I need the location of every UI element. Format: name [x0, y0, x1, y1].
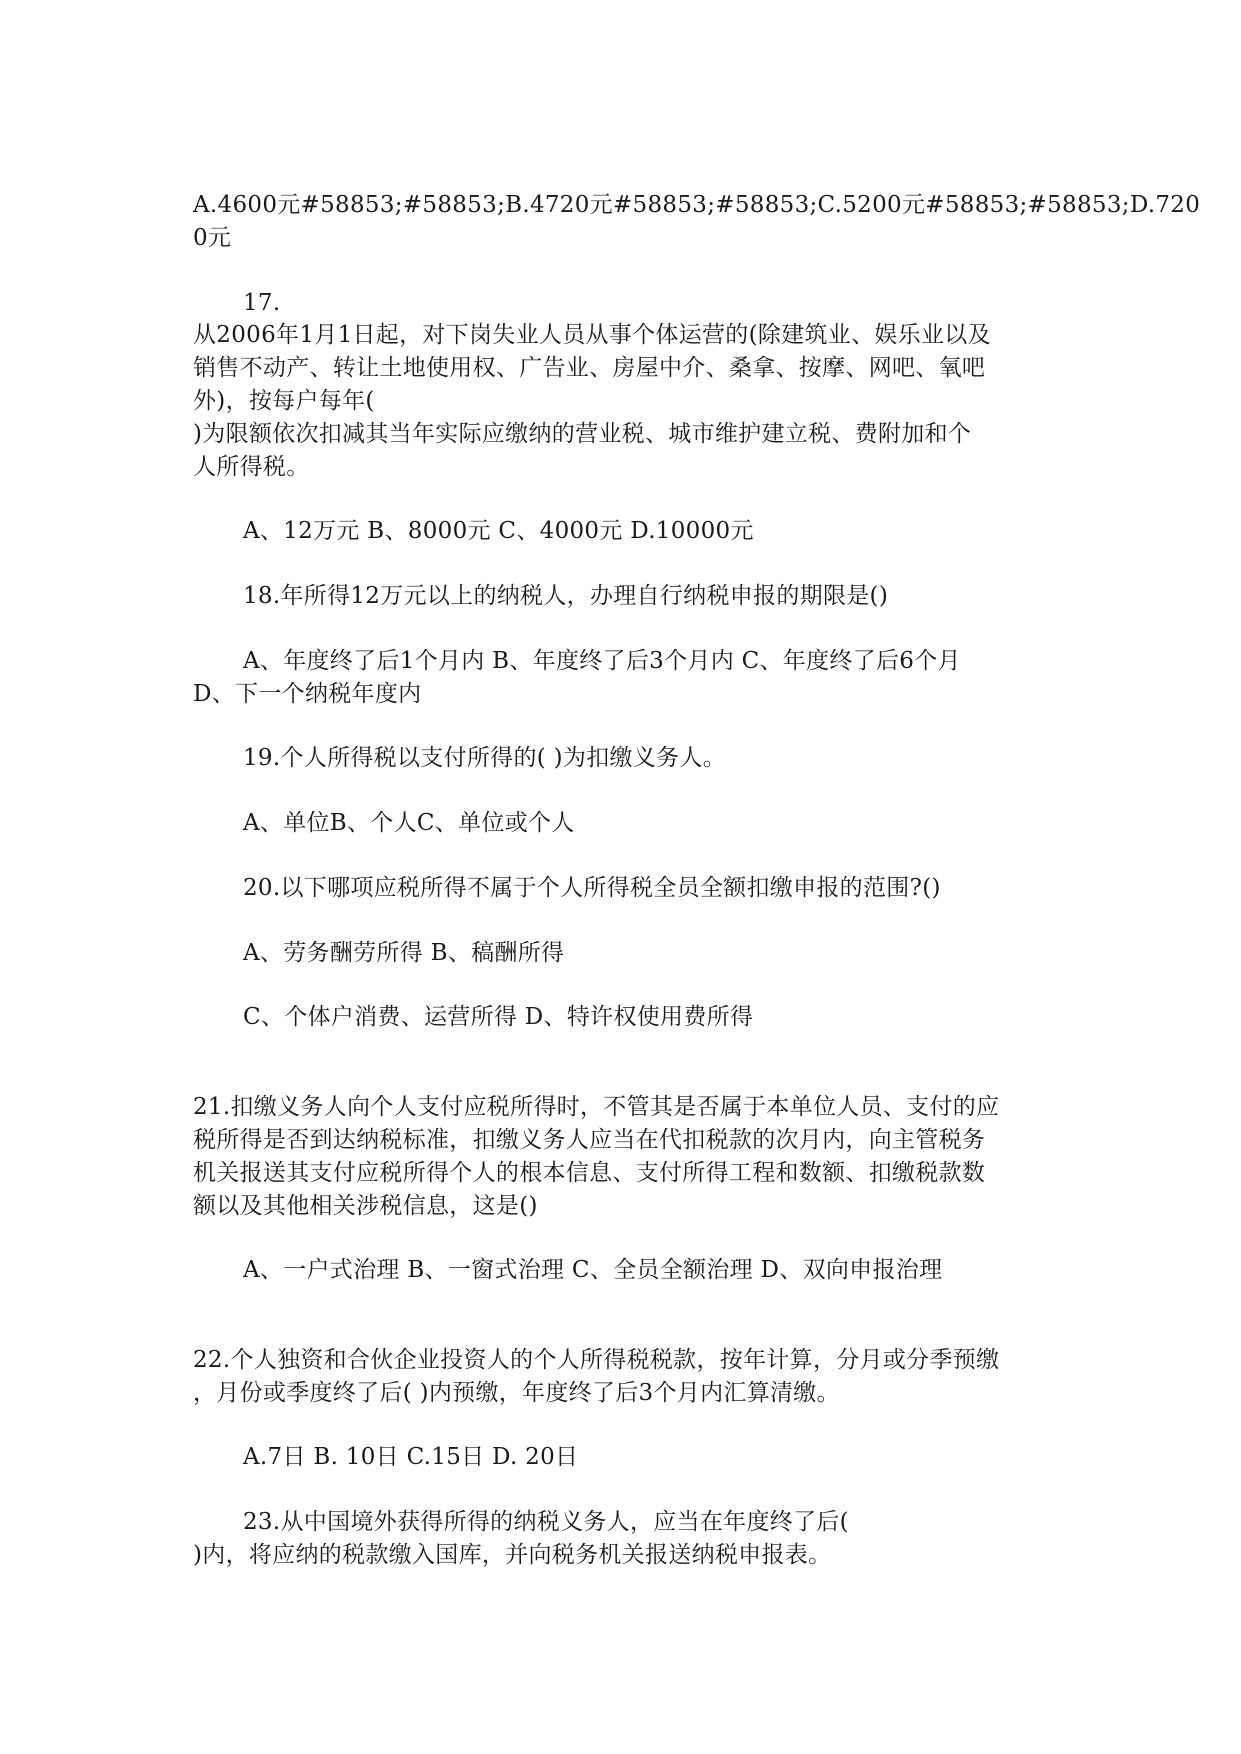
question-17-line-3: 外)，按每户每年( [193, 388, 375, 414]
question-18-options-line-2: D、下一个纳税年度内 [193, 681, 422, 707]
question-21-line-2: 税所得是否到达纳税标准，扣缴义务人应当在代扣税款的次月内，向主管税务 [193, 1127, 986, 1153]
question-17-options: A、12万元 B、8000元 C、4000元 D.10000元 [243, 518, 754, 544]
options-16-line-2: 0元 [193, 225, 232, 251]
question-17-line-1: 从2006年1月1日起，对下岗失业人员从事个体运营的(除建筑业、娱乐业以及 [193, 322, 991, 348]
question-17-line-5: 人所得税。 [193, 454, 310, 480]
question-17-number: 17. [243, 290, 281, 316]
question-18-options-line-1: A、年度终了后1个月内 B、年度终了后3个月内 C、年度终了后6个月 [243, 648, 961, 674]
question-21-line-3: 机关报送其支付应税所得个人的根本信息、支付所得工程和数额、扣缴税款数 [193, 1160, 986, 1186]
question-19: 19.个人所得税以支付所得的( )为扣缴义务人。 [243, 745, 727, 771]
question-20-options-line-2: C、个体户消费、运营所得 D、特许权使用费所得 [243, 1004, 754, 1030]
options-16-line-1: A.4600元#58853;#58853;B.4720元#58853;#58853;C.5200元#58853;#58853;D.720 [193, 192, 1201, 218]
question-21-options: A、一户式治理 B、一窗式治理 C、全员全额治理 D、双向申报治理 [243, 1257, 943, 1283]
question-23-line-2: )内，将应纳的税款缴入国库，并向税务机关报送纳税申报表。 [193, 1542, 832, 1568]
question-23-line-1: 23.从中国境外获得所得的纳税义务人，应当在年度终了后( [243, 1509, 849, 1535]
question-21-line-1: 21.扣缴义务人向个人支付应税所得时，不管其是否属于本单位人员、支付的应 [193, 1094, 1000, 1120]
question-18: 18.年所得12万元以上的纳税人，办理自行纳税申报的期限是() [243, 583, 889, 609]
question-21-line-4: 额以及其他相关涉税信息，这是() [193, 1193, 538, 1219]
question-22-line-2: ，月份或季度终了后( )内预缴，年度终了后3个月内汇算清缴。 [193, 1380, 840, 1406]
question-19-options: A、单位B、个人C、单位或个人 [243, 810, 575, 836]
question-20-options-line-1: A、劳务酬劳所得 B、稿酬所得 [243, 940, 565, 966]
question-22-line-1: 22.个人独资和合伙企业投资人的个人所得税税款，按年计算，分月或分季预缴 [193, 1347, 1000, 1373]
question-22-options: A.7日 B. 10日 C.15日 D. 20日 [243, 1444, 579, 1470]
question-20: 20.以下哪项应税所得不属于个人所得税全员全额扣缴申报的范围?() [243, 875, 941, 901]
question-17-line-2: 销售不动产、转让土地使用权、广告业、房屋中介、桑拿、按摩、网吧、氧吧 [193, 355, 986, 381]
question-17-line-4: )为限额依次扣减其当年实际应缴纳的营业税、城市维护建立税、费附加和个 [193, 421, 972, 447]
